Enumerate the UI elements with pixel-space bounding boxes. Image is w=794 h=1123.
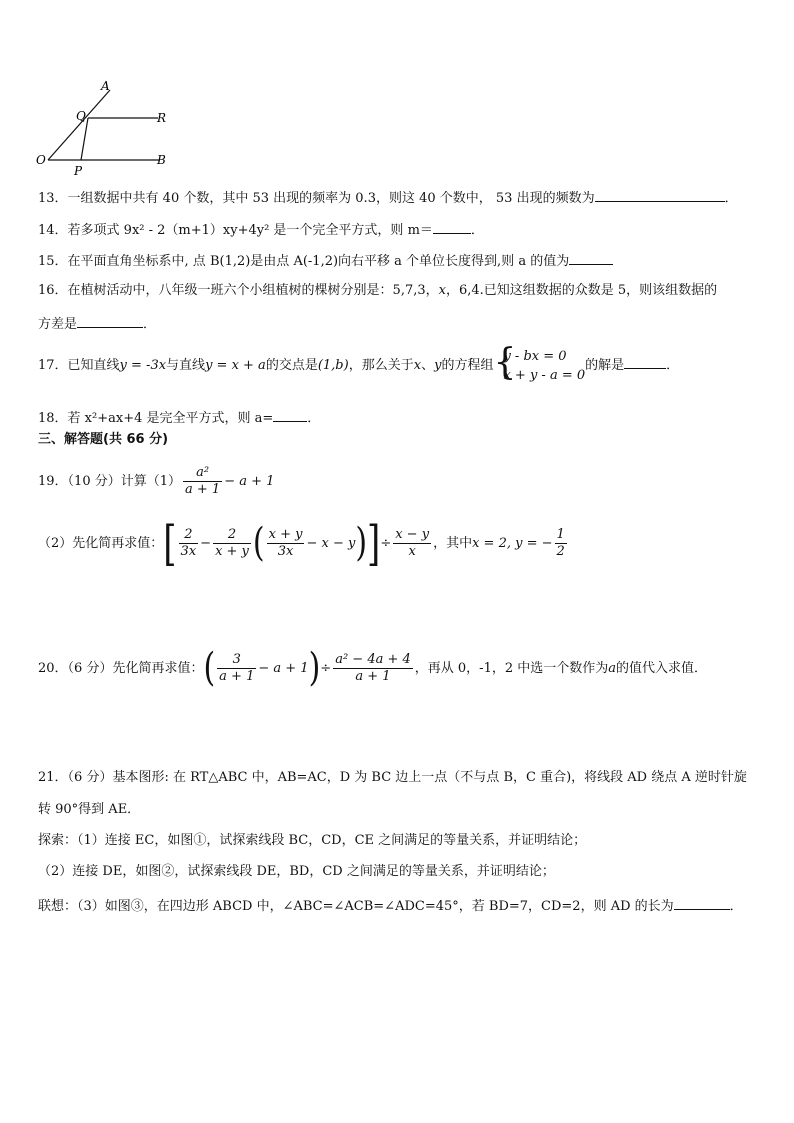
question-19-part2: （2）先化简再求值：[ $\frac{2}{3x}$ − $\frac{2}{x + y}$ ( $\frac{x + y}{3x}$ − x − y)]÷ $\frac{x - y}{x}$ ，其中x = 2, y = − $\frac{1}{2}$	[38, 515, 565, 572]
label-A: A	[101, 79, 110, 93]
answer-blank-13[interactable]	[595, 187, 725, 202]
answer-blank-16[interactable]	[77, 313, 143, 328]
question-16: 16．在植树活动中，八年级一班六个小组植树的棵树分别是：5,7,3，x，6,4.已知这组数据的众数是 5，则该组数据的	[38, 283, 718, 298]
answer-blank-21[interactable]	[674, 895, 730, 910]
question-14-text: 14．若多项式 9x² - 2（m+1）xy+4y² 是一个完全平方式，则 m＝	[38, 223, 433, 238]
question-21-line5: 联想：（3）如图③，在四边形 ABCD 中，∠ABC=∠ACB=∠ADC=45°，若 BD=7，CD=2，则 AD 的长为 ．	[38, 895, 743, 916]
ray-OA	[48, 90, 110, 160]
label-Q: Q	[76, 109, 86, 123]
question-15	[38, 250, 613, 271]
question-18: 18．若 x²+ax+4 是完全平方式，则 a= ．	[38, 407, 320, 428]
equation-system: { y - bx = 0 x + y - a = 0	[493, 341, 586, 383]
question-20: 20．（6 分）先化简再求值：( $\frac{3}{a + 1}$ − a + 1)÷ $\frac{\text{a² − 4a + 4}}{a + 1}$ ，再从 0，-1，2 中选一个数作为a的值代入求值．	[38, 645, 708, 691]
question-16-line2: 方差是 ．	[38, 313, 156, 334]
question-14: 14．若多项式 9x² - 2（m+1）xy+4y² 是一个完全平方式，则 m＝ ．	[38, 219, 484, 240]
label-R: R	[157, 111, 167, 125]
label-O: O	[36, 153, 46, 167]
question-21-line4: （2）连接 DE，如图②，试探索线段 DE，BD，CD 之间满足的等量关系，并证明结论；	[38, 864, 555, 879]
question-15-text: 15．在平面直角坐标系中, 点 B(1,2)是由点 A(-1,2)向右平移 a 个单位长度得到,则 a 的值为	[38, 254, 570, 269]
label-B: B	[157, 153, 166, 167]
question-17: 17．已知直线y = -3x与直线y = x + a的交点是(1,b)，那么关于x、y的方程组 { y - bx = 0 x + y - a = 0 的解是 ．	[38, 341, 680, 383]
answer-blank-18[interactable]	[273, 407, 307, 422]
question-21-line1: 21．（6 分）基本图形: 在 RT△ABC 中，AB=AC，D 为 BC 边上一点（不与点 B，C 重合)，将线段 AD 绕点 A 逆时针旋	[38, 770, 747, 785]
question-21-line2: 转 90°得到 AE．	[38, 802, 141, 817]
question-13: 13．一组数据中共有 40 个数，其中 53 出现的频率为 0.3，则这 40 个数中， 53 出现的频数为 ．	[38, 187, 738, 208]
geometry-figure	[30, 76, 180, 176]
answer-blank-15[interactable]	[569, 250, 613, 265]
question-18-text: 18．若 x²+ax+4 是完全平方式，则 a=	[38, 411, 274, 426]
segment-QP	[81, 118, 88, 160]
fraction-a2-over-a1: $\frac{\text{a²}}{a + 1}$	[185, 465, 221, 497]
answer-blank-14[interactable]	[433, 219, 471, 234]
question-13-text: 13．一组数据中共有 40 个数，其中 53 出现的频率为 0.3，则这 40 个数中， 53 出现的频数为	[38, 191, 595, 206]
question-21-line3: 探索：（1）连接 EC，如图①，试探索线段 BC，CD，CE 之间满足的等量关系，并证明结论；	[38, 833, 587, 848]
label-P: P	[74, 164, 83, 176]
answer-blank-17[interactable]	[624, 354, 666, 369]
question-19: 19．（10 分）计算（1） $\frac{\text{a²}}{a + 1}$ − a + 1	[38, 465, 275, 497]
section-heading-3: 三、解答题(共 66 分)	[38, 432, 169, 447]
